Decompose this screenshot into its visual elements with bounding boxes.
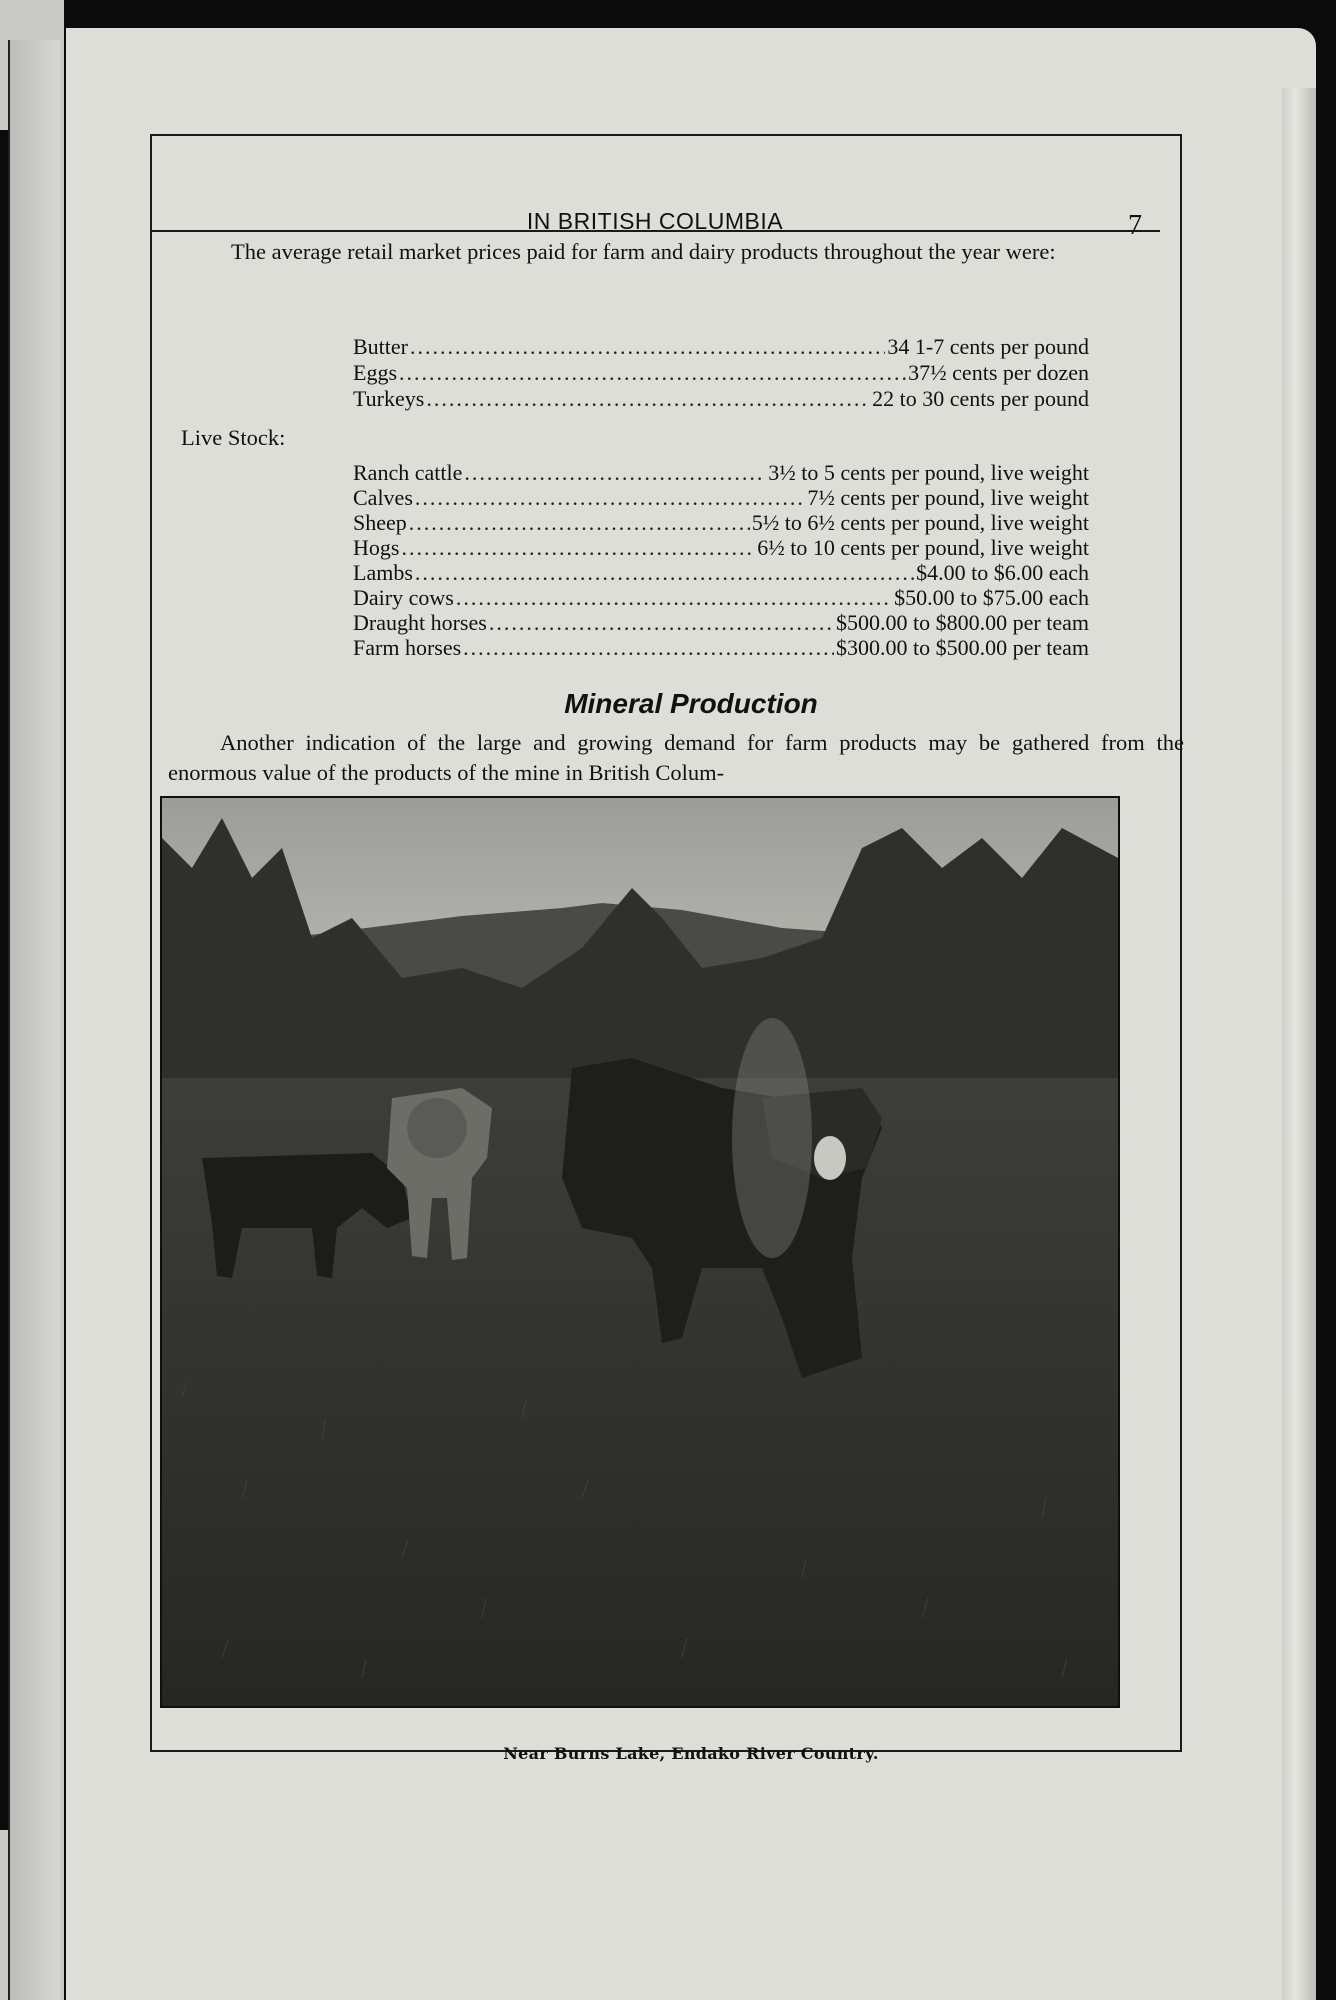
- livestock-item: Calves: [353, 485, 413, 510]
- livestock-value: $50.00 to $75.00 each: [894, 585, 1089, 610]
- page-edge-shading: [1282, 88, 1316, 2000]
- running-head: [150, 168, 1160, 241]
- livestock-item: Lambs: [353, 560, 413, 585]
- livestock-row: [353, 510, 1089, 536]
- adjacent-page-edge: [0, 0, 64, 2000]
- price-item: Eggs: [353, 360, 397, 385]
- livestock-item: Draught horses: [353, 610, 487, 635]
- livestock-value: 6½ to 10 cents per pound, live weight: [757, 535, 1089, 560]
- price-row: [353, 334, 1089, 360]
- photo-caption: Near Burns Lake, Endako River Country.: [503, 1744, 879, 1763]
- intro-paragraph: The average retail market prices paid for farm and dairy products throughout the year were:: [231, 239, 1056, 264]
- livestock-label: Live Stock:: [181, 425, 286, 450]
- livestock-row: [353, 610, 1089, 636]
- livestock-row: [353, 485, 1089, 511]
- livestock-item: Farm horses: [353, 635, 462, 660]
- livestock-row: [353, 460, 1089, 486]
- page-number: 7: [1128, 210, 1142, 241]
- livestock-row: [353, 535, 1089, 561]
- livestock-value: $4.00 to $6.00 each: [916, 560, 1089, 585]
- livestock-item: Ranch cattle: [353, 460, 463, 485]
- running-title: IN BRITISH COLUMBIA: [526, 208, 784, 234]
- livestock-row: [353, 560, 1089, 586]
- livestock-item: Hogs: [353, 535, 400, 560]
- section-paragraph: Another indication of the large and growing demand for farm products may be gathered from the enormous value of the products of the mine in British Colum-: [168, 730, 1184, 785]
- livestock-item: Sheep: [353, 510, 407, 535]
- livestock-item: Dairy cows: [353, 585, 454, 610]
- cattle-photograph: [160, 796, 1120, 1708]
- livestock-value: 5½ to 6½ cents per pound, live weight: [751, 510, 1089, 535]
- livestock-value: $300.00 to $500.00 per team: [836, 635, 1089, 660]
- section-heading: Mineral Production: [564, 688, 818, 719]
- price-item: Butter: [353, 334, 408, 359]
- price-value: 37½ cents per dozen: [908, 360, 1089, 385]
- price-item: Turkeys: [353, 386, 425, 411]
- livestock-value: 3½ to 5 cents per pound, live weight: [768, 460, 1089, 485]
- price-row: [353, 386, 1089, 412]
- livestock-row: [353, 635, 1089, 661]
- livestock-value: $500.00 to $800.00 per team: [836, 610, 1089, 635]
- price-value: 34 1-7 cents per pound: [887, 334, 1089, 359]
- livestock-value: 7½ cents per pound, live weight: [807, 485, 1089, 510]
- price-value: 22 to 30 cents per pound: [872, 386, 1089, 411]
- price-row: [353, 360, 1089, 386]
- book-page: [66, 28, 1316, 2000]
- livestock-row: [353, 585, 1089, 611]
